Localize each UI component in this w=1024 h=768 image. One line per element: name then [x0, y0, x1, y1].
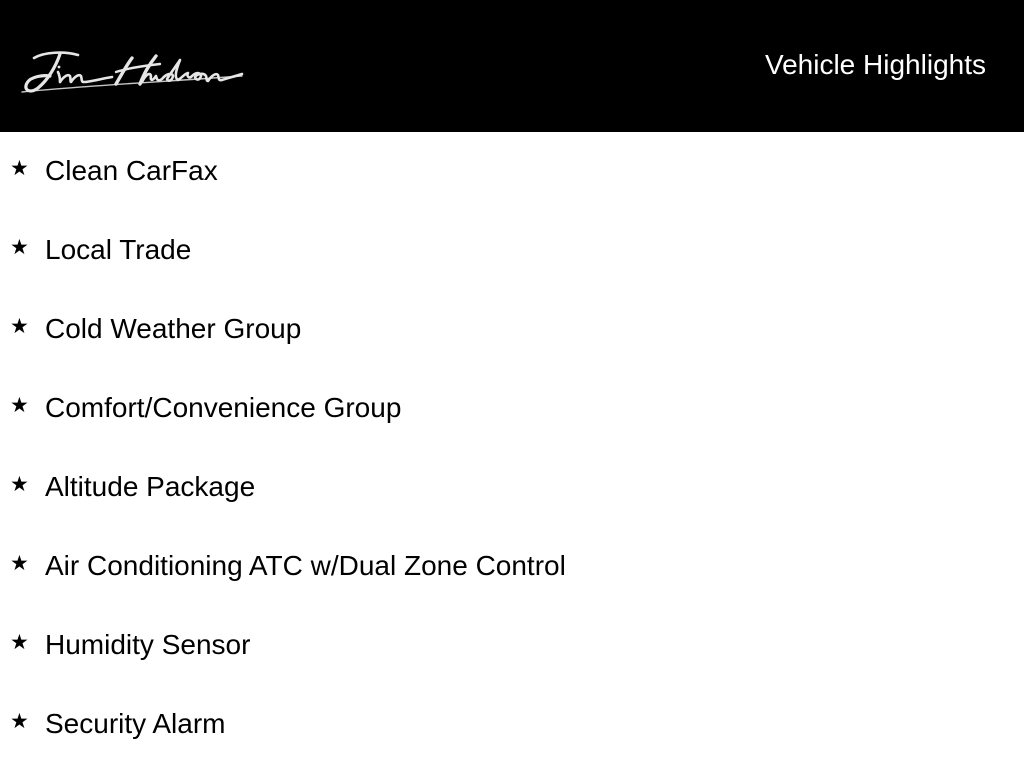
highlight-label: Clean CarFax	[45, 155, 218, 186]
list-item	[0, 685, 1024, 764]
jim-hudson-logo	[20, 46, 245, 98]
list-item	[0, 132, 1024, 211]
list-item	[0, 290, 1024, 369]
highlight-label: Security Alarm	[45, 708, 226, 739]
page-title: Vehicle Highlights	[764, 49, 986, 80]
list-item	[0, 606, 1024, 685]
highlight-label: Altitude Package	[45, 471, 256, 502]
list-item	[0, 369, 1024, 448]
highlight-label: Local Trade	[45, 234, 192, 265]
list-item	[0, 211, 1024, 290]
list-item	[0, 527, 1024, 606]
star-icon: ★	[10, 710, 29, 733]
star-icon: ★	[10, 394, 29, 417]
star-icon: ★	[10, 157, 29, 180]
star-icon: ★	[10, 552, 29, 575]
star-icon: ★	[10, 315, 29, 338]
highlight-label: Air Conditioning ATC w/Dual Zone Control	[45, 550, 566, 581]
star-icon: ★	[10, 473, 29, 496]
star-icon: ★	[10, 631, 29, 654]
star-icon: ★	[10, 236, 29, 259]
highlight-label: Humidity Sensor	[45, 629, 251, 660]
list-item	[0, 448, 1024, 527]
highlight-label: Comfort/Convenience Group	[45, 392, 402, 423]
highlights-list	[0, 132, 1024, 764]
header-banner	[0, 0, 1024, 132]
highlight-label: Cold Weather Group	[45, 313, 302, 344]
